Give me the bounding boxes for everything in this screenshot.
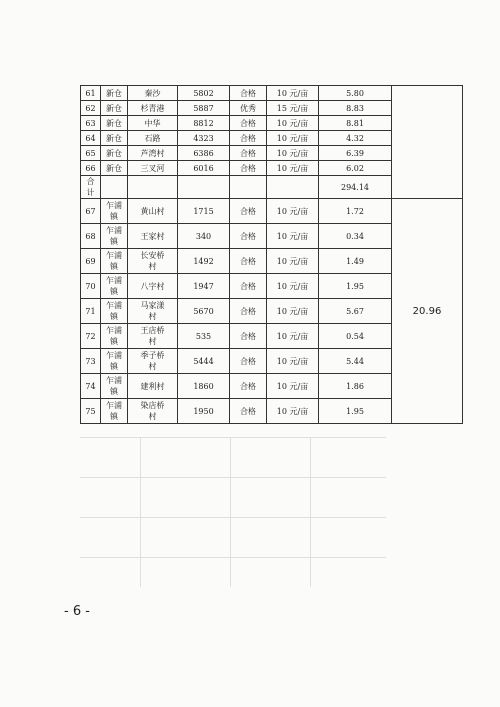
town-cell: 新仓 (101, 101, 128, 116)
area-cell: 1860 (178, 374, 230, 399)
table-row (81, 86, 463, 101)
town-cell: 新仓 (101, 131, 128, 146)
village-cell-line1: 马家漾 (140, 301, 165, 310)
subsidy-cell: 10 元/亩 (267, 249, 319, 274)
row-number: 66 (81, 161, 101, 176)
village-cell (128, 274, 178, 299)
town-cell-line2: 镇 (110, 287, 118, 296)
row-number: 70 (81, 274, 101, 299)
town-cell-line1: 乍浦 (106, 376, 122, 385)
village-cell: 秦沙 (128, 86, 178, 101)
subsidy-cell: 10 元/亩 (267, 274, 319, 299)
village-cell-line2: 村 (148, 362, 157, 371)
subsidy-cell: 10 元/亩 (267, 199, 319, 224)
area-cell: 5802 (178, 86, 230, 101)
town-cell: 新仓 (101, 86, 128, 101)
area-cell: 340 (178, 224, 230, 249)
village-cell: 芦湾村 (128, 146, 178, 161)
village-cell-line1: 染店桥 (140, 401, 165, 410)
town-cell-line2: 镇 (110, 412, 118, 421)
row-number: 74 (81, 374, 101, 399)
subsidy-cell: 10 元/亩 (267, 224, 319, 249)
quality-cell: 合格 (230, 374, 267, 399)
town-cell-line1: 乍浦 (106, 326, 122, 335)
area-cell: 5887 (178, 101, 230, 116)
town-cell (101, 299, 128, 324)
row-number: 72 (81, 324, 101, 349)
village-cell-line1: 王店桥 (140, 326, 165, 335)
empty-cell (267, 176, 319, 199)
area-cell: 8812 (178, 116, 230, 131)
area-cell: 5444 (178, 349, 230, 374)
village-cell (128, 199, 178, 224)
area-cell: 1715 (178, 199, 230, 224)
row-number: 63 (81, 116, 101, 131)
row-number: 75 (81, 399, 101, 424)
town-cell (101, 199, 128, 224)
quality-cell: 合格 (230, 274, 267, 299)
quality-cell: 合格 (230, 86, 267, 101)
town-cell-line2: 镇 (110, 312, 118, 321)
village-cell-line1: 建利村 (140, 381, 165, 391)
town-cell-line1: 乍浦 (106, 276, 122, 285)
town-cell-line2: 镇 (110, 237, 118, 246)
village-cell (128, 249, 178, 274)
subsidy-cell: 10 元/亩 (267, 324, 319, 349)
area-cell: 1492 (178, 249, 230, 274)
subsidy-table (80, 85, 463, 424)
village-cell-line2: 村 (148, 412, 157, 421)
village-cell (128, 399, 178, 424)
town-cell (101, 249, 128, 274)
area-cell: 4323 (178, 131, 230, 146)
subsidy-cell: 10 元/亩 (267, 161, 319, 176)
subtotal-label-line2: 计 (86, 188, 95, 197)
subsidy-cell: 10 元/亩 (267, 116, 319, 131)
amount-cell: 5.80 (319, 86, 392, 101)
row-number: 65 (81, 146, 101, 161)
town-cell-line1: 乍浦 (106, 301, 122, 310)
bleed-through-lines (80, 437, 386, 597)
town-cell (101, 399, 128, 424)
subsidy-cell: 15 元/亩 (267, 101, 319, 116)
town-cell-line1: 乍浦 (106, 201, 122, 210)
area-cell: 6016 (178, 161, 230, 176)
empty-cell (101, 176, 128, 199)
subsidy-cell: 10 元/亩 (267, 374, 319, 399)
village-cell (128, 299, 178, 324)
village-cell-line2: 村 (148, 337, 157, 346)
subsidy-cell: 10 元/亩 (267, 299, 319, 324)
village-cell-line1: 八字村 (140, 281, 165, 291)
amount-cell: 5.44 (319, 349, 392, 374)
row-number: 73 (81, 349, 101, 374)
subsidy-cell: 10 元/亩 (267, 86, 319, 101)
amount-cell: 1.49 (319, 249, 392, 274)
quality-cell: 合格 (230, 249, 267, 274)
subsidy-cell: 10 元/亩 (267, 349, 319, 374)
town-cell (101, 274, 128, 299)
quality-cell: 合格 (230, 116, 267, 131)
amount-cell: 6.02 (319, 161, 392, 176)
town-cell-line1: 乍浦 (106, 401, 122, 410)
quality-cell: 合格 (230, 399, 267, 424)
row-number: 71 (81, 299, 101, 324)
row-number: 61 (81, 86, 101, 101)
subsidy-table-body (81, 86, 463, 424)
town-cell (101, 374, 128, 399)
subsidy-cell: 10 元/亩 (267, 131, 319, 146)
amount-cell: 1.95 (319, 399, 392, 424)
quality-cell: 合格 (230, 161, 267, 176)
village-cell: 石路 (128, 131, 178, 146)
quality-cell: 合格 (230, 199, 267, 224)
table-row (81, 199, 463, 224)
amount-cell: 6.39 (319, 146, 392, 161)
amount-cell: 8.81 (319, 116, 392, 131)
amount-cell: 1.86 (319, 374, 392, 399)
page-number: - 6 - (64, 604, 90, 619)
town-cell: 新仓 (101, 146, 128, 161)
quality-cell: 合格 (230, 146, 267, 161)
town-cell (101, 349, 128, 374)
amount-cell: 4.32 (319, 131, 392, 146)
subsidy-cell: 10 元/亩 (267, 399, 319, 424)
town-cell-line2: 镇 (110, 212, 118, 221)
village-cell-line2: 村 (148, 262, 157, 271)
row-number: 64 (81, 131, 101, 146)
town-cell-line2: 镇 (110, 337, 118, 346)
subtotal-amount: 294.14 (319, 176, 392, 199)
quality-cell: 合格 (230, 324, 267, 349)
village-cell-line1: 王家村 (140, 231, 165, 241)
village-cell-line1: 季子桥 (140, 351, 165, 360)
town-cell-line1: 乍浦 (106, 351, 122, 360)
amount-cell: 5.67 (319, 299, 392, 324)
town-cell-line1: 乍浦 (106, 251, 122, 260)
amount-cell: 8.83 (319, 101, 392, 116)
amount-cell: 0.54 (319, 324, 392, 349)
empty-total-cell (392, 86, 463, 199)
village-cell-line1: 长安桥 (140, 251, 165, 260)
town-cell-line2: 镇 (110, 362, 118, 371)
village-cell (128, 224, 178, 249)
town-cell: 新仓 (101, 161, 128, 176)
quality-cell: 优秀 (230, 101, 267, 116)
amount-cell: 1.95 (319, 274, 392, 299)
area-cell: 6386 (178, 146, 230, 161)
village-cell (128, 374, 178, 399)
village-cell-line1: 黄山村 (140, 206, 165, 216)
village-cell: 三叉河 (128, 161, 178, 176)
subsidy-cell: 10 元/亩 (267, 146, 319, 161)
quality-cell: 合格 (230, 131, 267, 146)
area-cell: 535 (178, 324, 230, 349)
village-cell (128, 324, 178, 349)
town-cell (101, 324, 128, 349)
group-total-cell: 20.96 (392, 199, 463, 424)
row-number: 68 (81, 224, 101, 249)
village-cell-line2: 村 (148, 312, 157, 321)
quality-cell: 合格 (230, 224, 267, 249)
town-cell (101, 224, 128, 249)
row-number: 62 (81, 101, 101, 116)
subtotal-label-line1: 合 (86, 177, 95, 186)
amount-cell: 0.34 (319, 224, 392, 249)
village-cell (128, 349, 178, 374)
town-cell-line1: 乍浦 (106, 226, 122, 235)
row-number: 69 (81, 249, 101, 274)
quality-cell: 合格 (230, 299, 267, 324)
town-cell: 新仓 (101, 116, 128, 131)
subtotal-label (81, 176, 101, 199)
village-cell: 中华 (128, 116, 178, 131)
area-cell: 5670 (178, 299, 230, 324)
town-cell-line2: 镇 (110, 387, 118, 396)
row-number: 67 (81, 199, 101, 224)
empty-cell (128, 176, 178, 199)
quality-cell: 合格 (230, 349, 267, 374)
area-cell: 1947 (178, 274, 230, 299)
area-cell: 1950 (178, 399, 230, 424)
empty-cell (230, 176, 267, 199)
empty-cell (178, 176, 230, 199)
amount-cell: 1.72 (319, 199, 392, 224)
town-cell-line2: 镇 (110, 262, 118, 271)
village-cell: 杉青港 (128, 101, 178, 116)
